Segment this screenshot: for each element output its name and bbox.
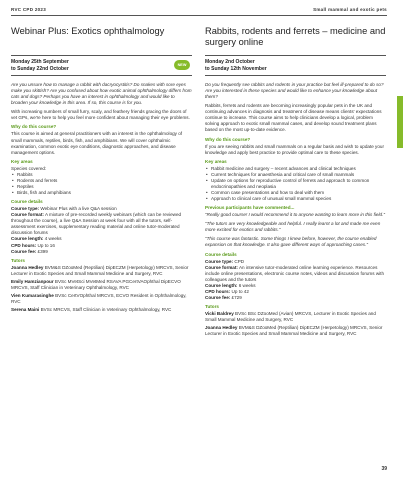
tutor-credentials: BVSc MRCVS, Staff Clinician in Veterinary Ophthalmology, RVC	[39, 307, 172, 313]
detail-label: Course format:	[11, 212, 44, 218]
header-rule	[11, 15, 387, 16]
intro-paragraph: Are you unsure how to manage a rabbit with dacryocystitis? Do snakes with sore eyes make you skittish? Are you confused about how exotic animal ophthalmology differs from cats and dogs? Perhaps you have an interest in ophthalmology and would like to broaden your knowledge in this area. If so, this course is for you.	[11, 82, 192, 106]
date-end: to Sunday 22nd October	[11, 65, 69, 72]
tutor-name: Joanna Hedley	[205, 325, 238, 331]
tutor-entry	[205, 311, 386, 323]
detail-label: Course fee:	[11, 248, 37, 254]
list-item: • Rabbits	[17, 172, 192, 178]
tutor-name: Emily Hamzianpour	[11, 278, 54, 284]
detail-value: CPD	[233, 258, 245, 264]
section-heading: Course details	[205, 251, 237, 257]
detail-value: 4 weeks	[43, 236, 62, 242]
key-areas-list	[11, 172, 192, 196]
tutor-credentials: BVSc BSc DZooMed (Avian) MRCVS, Lecturer in Exotic Species and Small Mammal Medicine and Surgery, RVC	[205, 311, 376, 323]
course-dates	[205, 55, 386, 76]
list-item: • Rodents and ferrets	[17, 178, 192, 184]
section-heading: Tutors	[205, 304, 219, 309]
detail-label: Course length:	[205, 282, 238, 288]
tutor-name: Joanna Hedley	[11, 264, 44, 270]
course-column-left	[11, 26, 192, 315]
intro-paragraph: With increasing numbers of small furry, scaly, and feathery friends gracing the doors of vet GPs, we're here to help you feel more confident about managing their eye problems.	[11, 109, 190, 121]
course-dates	[11, 55, 192, 76]
date-start: Monday 2nd October	[205, 59, 255, 65]
tutor-credentials: BVSc CertVOphthal MRCVS, ECVO Resident in Ophthalmology, RVC	[11, 292, 187, 304]
new-badge: NEW	[174, 60, 190, 70]
section-color-tab	[397, 96, 403, 148]
list-item: • Current techniques for anaesthesia and critical care of small mammals	[211, 172, 386, 178]
key-intro: Species covered:	[11, 165, 47, 171]
detail-label: CPD hours:	[11, 242, 37, 248]
course-column-right	[205, 26, 386, 339]
testimonial-quote: "The tutors are very knowledgeable and helpful. I really learnt a lot and made me even more excited for exotics and rabbits."	[205, 221, 381, 233]
detail-value: £399	[36, 248, 48, 254]
course-title: Rabbits, rodents and ferrets – medicine and surgery online	[205, 26, 386, 48]
tutor-name: Vicki Baldrey	[205, 311, 234, 317]
date-start: Monday 25th September	[11, 59, 69, 65]
detail-value: £729	[230, 294, 242, 300]
detail-label: Course type:	[11, 206, 40, 212]
detail-value: An intensive tutor-moderated online learning experience. Resources include online presentations, electronic course notes, videos and discussion forums with colleagues and the tutors	[205, 264, 384, 282]
detail-line	[205, 265, 386, 283]
list-item: • Common case presentations and how to deal with them	[211, 190, 386, 196]
detail-value: A mixture of pre-recorded weekly webinars (which can be reviewed throughout the course), a live Q&A Session at week four with all the tutors, self-assessment exercises, supplementary reading material and online tutor-moderated discussion forums	[11, 212, 182, 236]
testimonial-quote: "Really good course! I would recommend it to anyone wanting to learn more in this field."	[205, 212, 385, 218]
why-text: This course is aimed at general practitioners with an interest in the ophthalmology of small mammals, reptiles, birds, fish, and amphibians. We will cover ophthalmic examination, common exotic eye conditions, diagnostic approaches, and disease management options.	[11, 131, 183, 155]
testimonial-quote: "This course was fantastic. Some things I knew before, however, the course enabled expansion on that knowledge. It also gave different ways of approaching cases."	[205, 236, 377, 248]
section-heading: Tutors	[11, 257, 25, 263]
detail-label: Course type:	[205, 258, 234, 264]
section-heading: Key areas	[11, 158, 33, 164]
page-header-right: Small mammal and exotic pets	[313, 7, 387, 12]
detail-value: Up to 42	[230, 288, 249, 294]
tutor-credentials: BVSc MVetSci MVetMed RSAVA PGCertVAOphthal DipECVO MRCVS, Staff Clinician in Veterinary Ophthalmology, RVC	[11, 278, 181, 290]
tutor-entry	[11, 265, 192, 277]
detail-line	[11, 249, 192, 255]
section-heading: Why do this course?	[11, 124, 57, 130]
tutor-name: Vien Kumarasinghe	[11, 292, 54, 298]
detail-line	[11, 212, 192, 236]
list-item: • Approach to clinical care of unusual small mammal species	[211, 196, 386, 202]
intro-paragraph: Rabbits, ferrets and rodents are becoming increasingly popular pets in the UK and continuing advances in diagnosis and treatment of disease means clients' expectations continue to increase. This course aims to help clinicians develop a logical, problem solving approach to exotic small mammal cases, and develop sound treatment plans based on the most up-to-date evidence.	[205, 103, 382, 133]
detail-label: Course length:	[11, 236, 44, 242]
list-item: • Update on options for reproductive control of ferrets and approach to common endocrinopathies and neoplasia	[211, 178, 386, 190]
detail-label: Course fee:	[205, 294, 231, 300]
course-title: Webinar Plus: Exotics ophthalmology	[11, 26, 165, 36]
tutor-entry	[11, 279, 192, 291]
date-end: to Sunday 12th November	[205, 65, 267, 72]
tutor-name: Serena Maini	[11, 307, 40, 313]
tutor-entry	[205, 325, 386, 337]
list-item: • Rabbit medicine and surgery – recent advances and clinical techniques	[211, 166, 386, 172]
section-heading: Why do this course?	[205, 136, 251, 142]
detail-line	[205, 295, 386, 301]
section-heading: Previous participants have commented...	[205, 205, 295, 211]
tutor-entry	[11, 293, 192, 305]
section-heading: Key areas	[205, 158, 227, 164]
tutor-credentials: BVM&S DZooMed (Reptilian) DipECZM (Herpetology) MRCVS, Senior Lecturer in Exotic Species and Small Mammal Medicine and Surgery, RVC	[11, 264, 189, 276]
detail-value: Webinar Plus with a live Q&A session	[39, 206, 117, 212]
detail-value: Up to 16	[36, 242, 55, 248]
detail-value: 6 weeks	[237, 282, 256, 288]
tutor-entry	[11, 307, 192, 313]
list-item: • Reptiles	[17, 184, 192, 190]
detail-label: Course format:	[205, 264, 238, 270]
intro-paragraph: Do you frequently see rabbits and rodents in your practice but feel ill-prepared to do so? Are you interested in these species and would like to enhance your knowledge about them?	[205, 82, 384, 100]
section-heading: Course details	[11, 199, 43, 205]
page-number: 39	[381, 466, 387, 472]
key-areas-list	[205, 166, 386, 202]
tutor-credentials: BVM&S DZooMed (Reptilian) DipECZM (Herpetology) MRCVS, Senior Lecturer in Exotic Species and Small Mammal Medicine and Surgery, RVC	[205, 325, 383, 337]
detail-label: CPD hours:	[205, 288, 231, 294]
why-text: If you are seeing rabbits and small mammals on a regular basis and wish to update your knowledge and apply best practice to provide optimal care to these species.	[205, 143, 384, 155]
list-item: • Birds, fish and amphibians	[17, 190, 192, 196]
page-header-left: RVC CPD 2023	[11, 7, 47, 12]
